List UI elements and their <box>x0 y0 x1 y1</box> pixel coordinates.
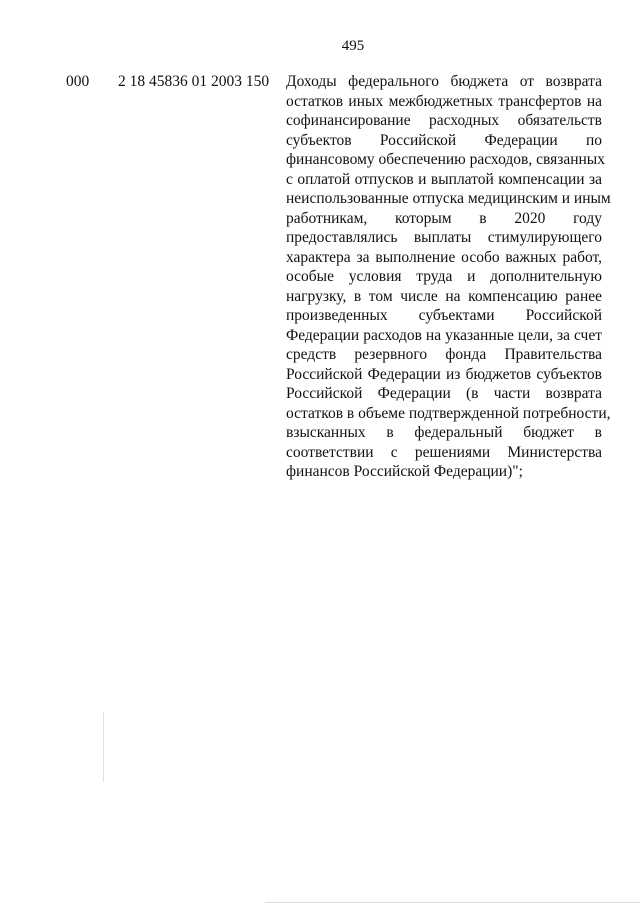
description-line: софинансирование расходных обязательств <box>286 112 602 129</box>
description-line: Российской Федерации (в части возврата <box>286 385 602 402</box>
description-line: субъектов Российской Федерации по <box>286 131 602 149</box>
budget-classification-code: 2 18 45836 01 2003 150 <box>118 73 270 90</box>
description-line: особые условия труда и дополнительную <box>286 268 602 285</box>
description-line: Российской Федерации из бюджетов субъектов <box>286 365 602 383</box>
description-line: работникам, которым в 2020 году <box>286 209 602 227</box>
description-line: характера за выполнение особо важных работ, <box>286 248 602 266</box>
description-line: соответствии с решениями Министерства <box>286 443 602 461</box>
description-line: предоставлялись выплаты стимулирующего <box>286 229 602 246</box>
description-line: с оплатой отпусков и выплатой компенсации за <box>286 170 602 188</box>
description-line: Доходы федерального бюджета от возврата <box>286 73 602 90</box>
description-line: финансовому обеспечению расходов, связанных <box>286 151 605 168</box>
description-line: Федерации расходов на указанные цели, за счет <box>286 326 602 344</box>
description-line: остатков иных межбюджетных трансфертов на <box>286 92 602 110</box>
description-line: остатков в объеме подтвержденной потребности, <box>286 404 611 422</box>
description-line-last: финансов Российской Федерации)"; <box>286 463 523 480</box>
description-line: неиспользованные отпуска медицинским и иным <box>286 190 611 207</box>
admin-code: 000 <box>66 73 90 90</box>
page-number: 495 <box>341 38 365 54</box>
scan-artifact-line <box>265 902 640 903</box>
revenue-description <box>286 72 611 482</box>
description-line: нагрузку, в том числе на компенсацию ранее <box>286 287 602 305</box>
description-line: произведенных субъектами Российской <box>286 307 602 324</box>
description-line: средств резервного фонда Правительства <box>286 346 602 363</box>
description-line: взысканных в федеральный бюджет в <box>286 424 602 441</box>
scan-artifact-line <box>103 712 104 782</box>
